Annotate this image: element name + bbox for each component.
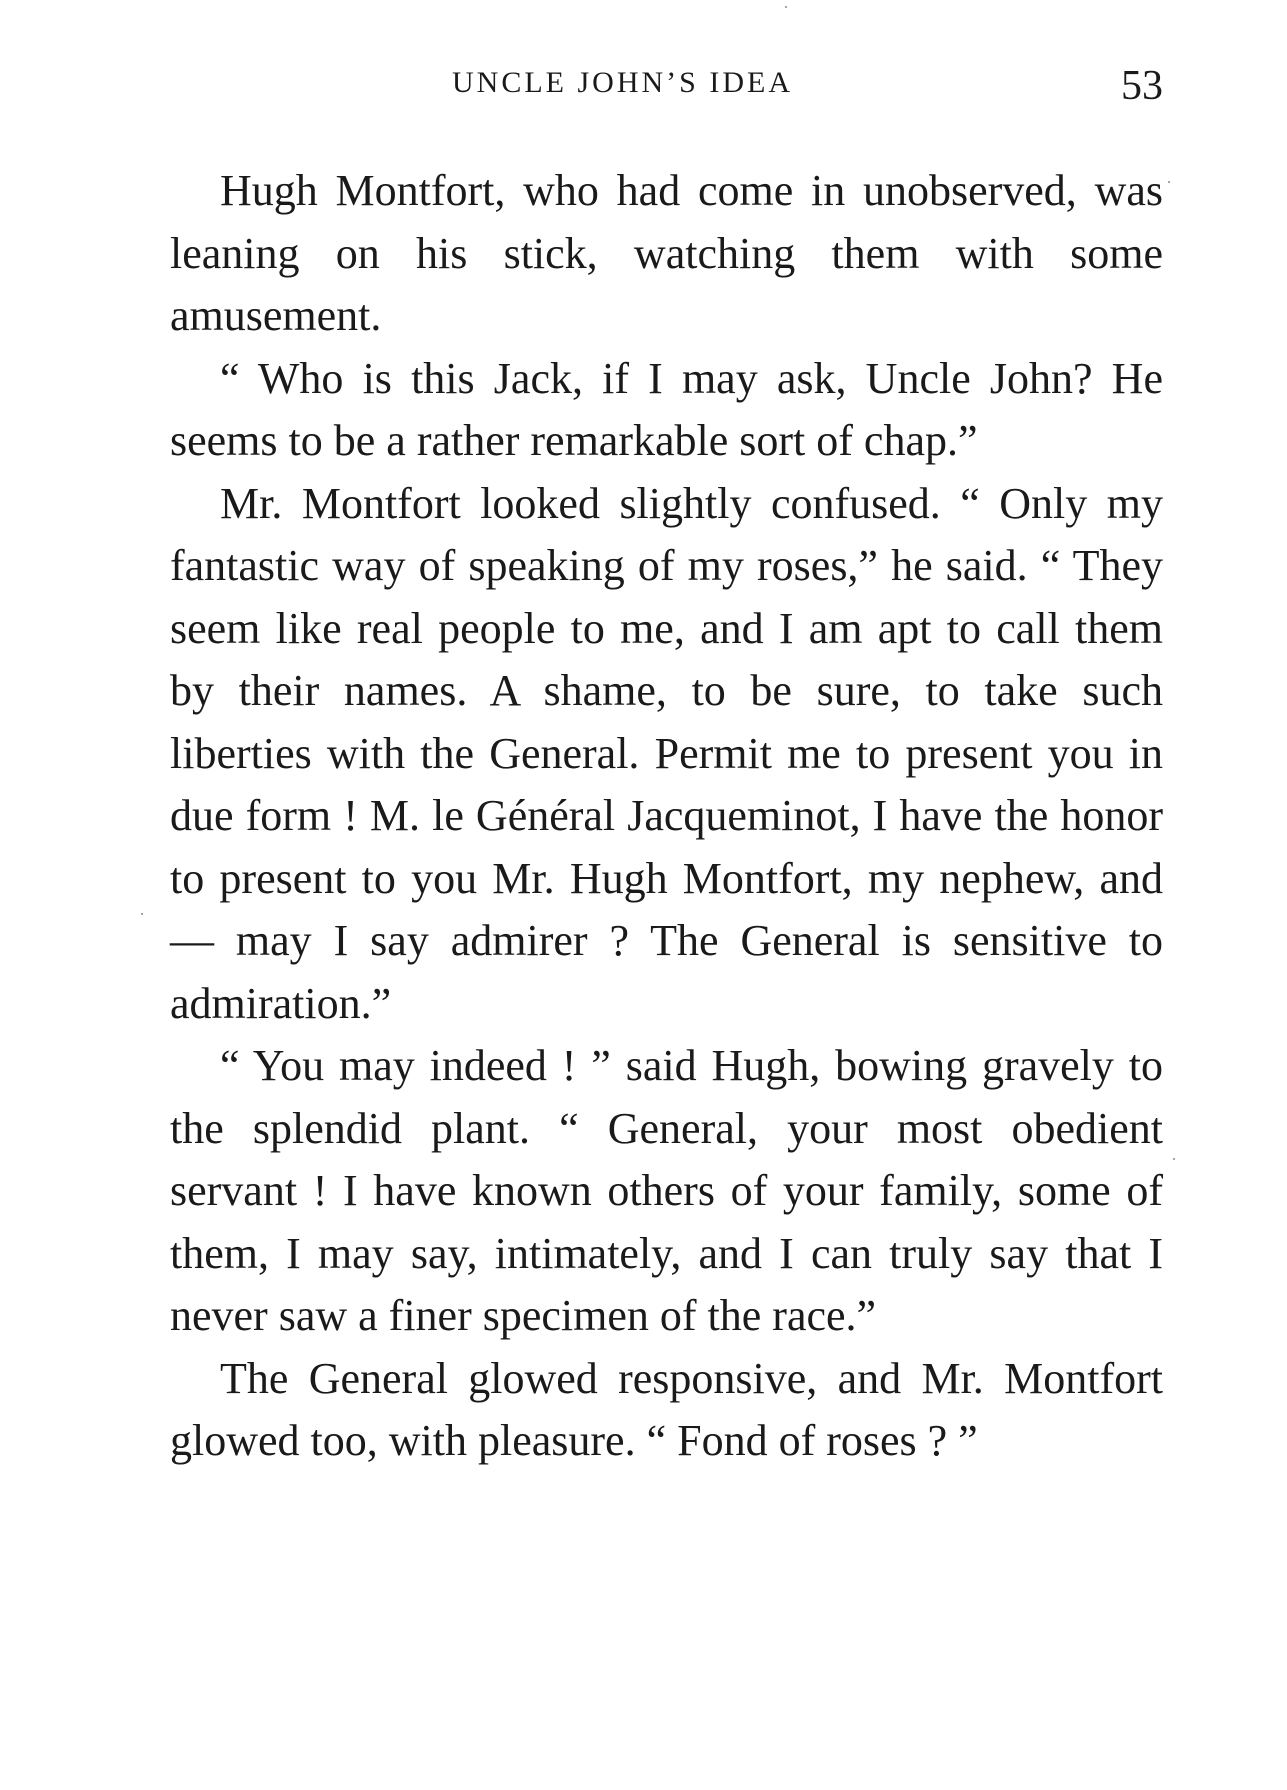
paragraph: Mr. Montfort looked slightly confused. “ Only my fantastic way of speaking of my roses,” he said. “ They seem like real people to me, and I am apt to call them by their names. A shame, to be sure, to take such liberties with the General. Permit me to present you in due form ! M. le Général Jacqueminot, I have the honor to present to you Mr. Hugh Montfort, my nephew, and — may I say admirer ? The General is sensitive to admiration.”: [170, 478, 1163, 1028]
paragraph: Hugh Montfort, who had come in unobserved, was leaning on his stick, watching them with some amusement.: [170, 166, 1163, 340]
print-speck: [1173, 1158, 1175, 1160]
running-head: UNCLE JOHN’S IDEA: [452, 66, 793, 99]
print-speck: [785, 6, 787, 8]
body-text: [170, 160, 1163, 1473]
print-speck: [141, 913, 143, 915]
print-speck: [1168, 181, 1170, 183]
paragraph: “ You may indeed ! ” said Hugh, bowing gravely to the splendid plant. “ General, your most obedient servant ! I have known others of your family, some of them, I may say, intimately, and I can truly say that I never saw a finer specimen of the race.”: [170, 1041, 1163, 1340]
paragraph: “ Who is this Jack, if I may ask, Uncle John? He seems to be a rather remarkable sort of chap.”: [170, 353, 1163, 465]
page-number: 53: [1121, 63, 1163, 109]
paragraph: The General glowed responsive, and Mr. Montfort glowed too, with pleasure. “ Fond of roses ? ”: [170, 1353, 1163, 1465]
